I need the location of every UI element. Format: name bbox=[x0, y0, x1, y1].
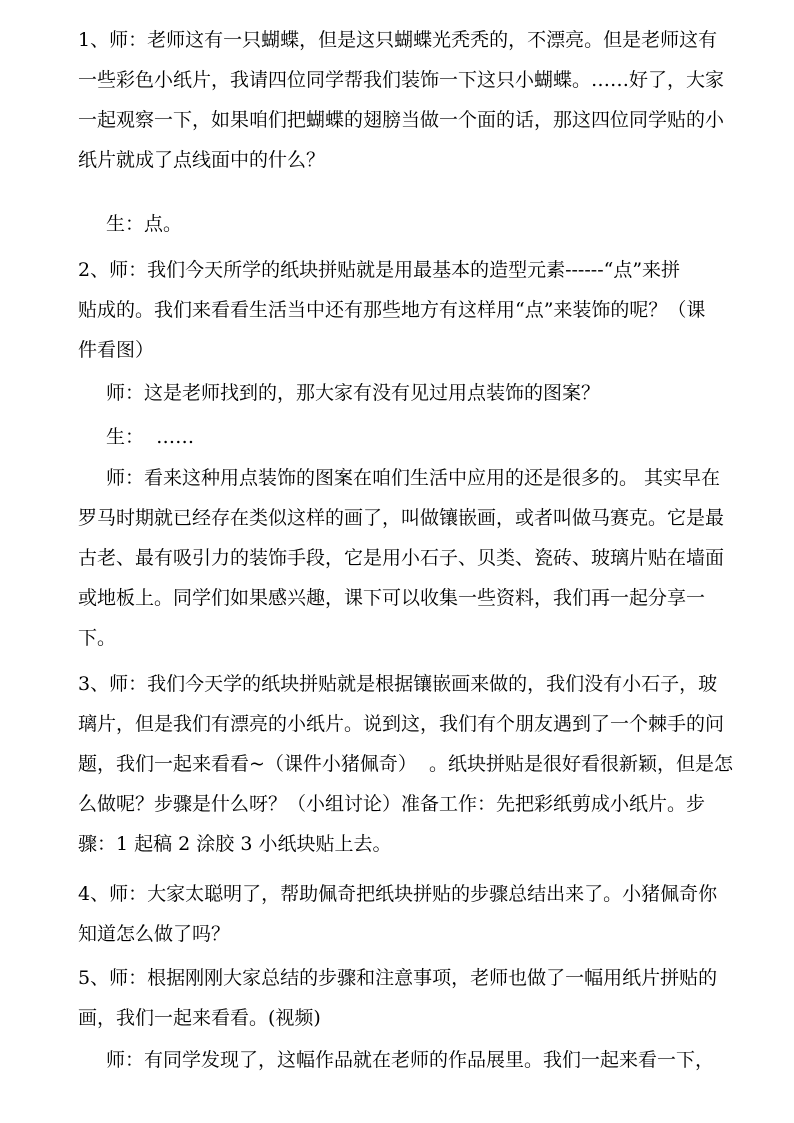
text-line: 一些彩色小纸片，我请四位同学帮我们装饰一下这只小蝴蝶。……好了，大家 bbox=[78, 69, 725, 91]
text-line: 题，我们一起来看看~（课件小猪佩奇） 。纸块拼贴是很好看很新颖，但是怎 bbox=[78, 753, 734, 775]
text-line: 古老、最有吸引力的装饰手段，它是用小石子、贝类、瓷砖、玻璃片贴在墙面 bbox=[78, 547, 725, 569]
text-line: 4、师：大家太聪明了，帮助佩奇把纸块拼贴的步骤总结出来了。小猪佩奇你 bbox=[78, 883, 718, 905]
text-line: 2、师：我们今天所学的纸块拼贴就是用最基本的造型元素------“点”来拼 bbox=[78, 259, 681, 281]
paragraph-4 bbox=[78, 373, 726, 413]
text-line: 生：点。 bbox=[106, 213, 183, 235]
text-line: 纸片就成了点线面中的什么？ bbox=[78, 149, 326, 171]
text-line: 贴成的。我们来看看生活当中还有那些地方有这样用“点”来装饰的呢？（课 bbox=[78, 299, 706, 321]
text-line: 5、师：根据刚刚大家总结的步骤和注意事项，老师也做了一幅用纸片拼贴的 bbox=[78, 967, 718, 989]
paragraph-5 bbox=[78, 417, 726, 457]
text-line: 师：看来这种用点装饰的图案在咱们生活中应用的还是很多的。 其实早在 bbox=[106, 467, 721, 489]
paragraph-8 bbox=[78, 874, 726, 954]
paragraph-2 bbox=[78, 204, 726, 244]
text-line: 师：这是老师找到的，那大家有没有见过用点装饰的图案？ bbox=[106, 382, 601, 404]
paragraph-9 bbox=[78, 958, 726, 1038]
text-line: 3、师：我们今天学的纸块拼贴就是根据镶嵌画来做的，我们没有小石子，玻 bbox=[78, 673, 718, 695]
text-line: 件看图） bbox=[78, 339, 155, 361]
text-line: 么做呢？步骤是什么呀？（小组讨论）准备工作：先把彩纸剪成小纸片。步 bbox=[78, 793, 706, 815]
text-line: 璃片，但是我们有漂亮的小纸片。说到这，我们有个朋友遇到了一个棘手的问 bbox=[78, 713, 725, 735]
text-line: 骤：1 起稿 2 涂胶 3 小纸块贴上去。 bbox=[78, 833, 392, 855]
text-line: 知道怎么做了吗？ bbox=[78, 923, 231, 945]
text-line: 师：有同学发现了，这幅作品就在老师的作品展里。我们一起来看一下， bbox=[106, 1049, 715, 1071]
text-line: 生： …… bbox=[106, 426, 195, 448]
paragraph-3 bbox=[78, 250, 726, 370]
paragraph-7 bbox=[78, 664, 734, 864]
paragraph-1 bbox=[78, 20, 726, 180]
paragraph-6 bbox=[78, 458, 726, 658]
text-line: 下。 bbox=[78, 627, 117, 649]
paragraph-10 bbox=[78, 1040, 726, 1080]
text-line: 一起观察一下，如果咱们把蝴蝶的翅膀当做一个面的话，那这四位同学贴的小 bbox=[78, 109, 725, 131]
text-line: 或地板上。同学们如果感兴趣，课下可以收集一些资料，我们再一起分享一 bbox=[78, 587, 706, 609]
text-line: 1、师：老师这有一只蝴蝶，但是这只蝴蝶光秃秃的，不漂亮。但是老师这有 bbox=[78, 29, 718, 51]
text-line: 罗马时期就已经存在类似这样的画了，叫做镶嵌画，或者叫做马赛克。它是最 bbox=[78, 507, 725, 529]
text-line: 画，我们一起来看看。(视频) bbox=[78, 1007, 321, 1029]
